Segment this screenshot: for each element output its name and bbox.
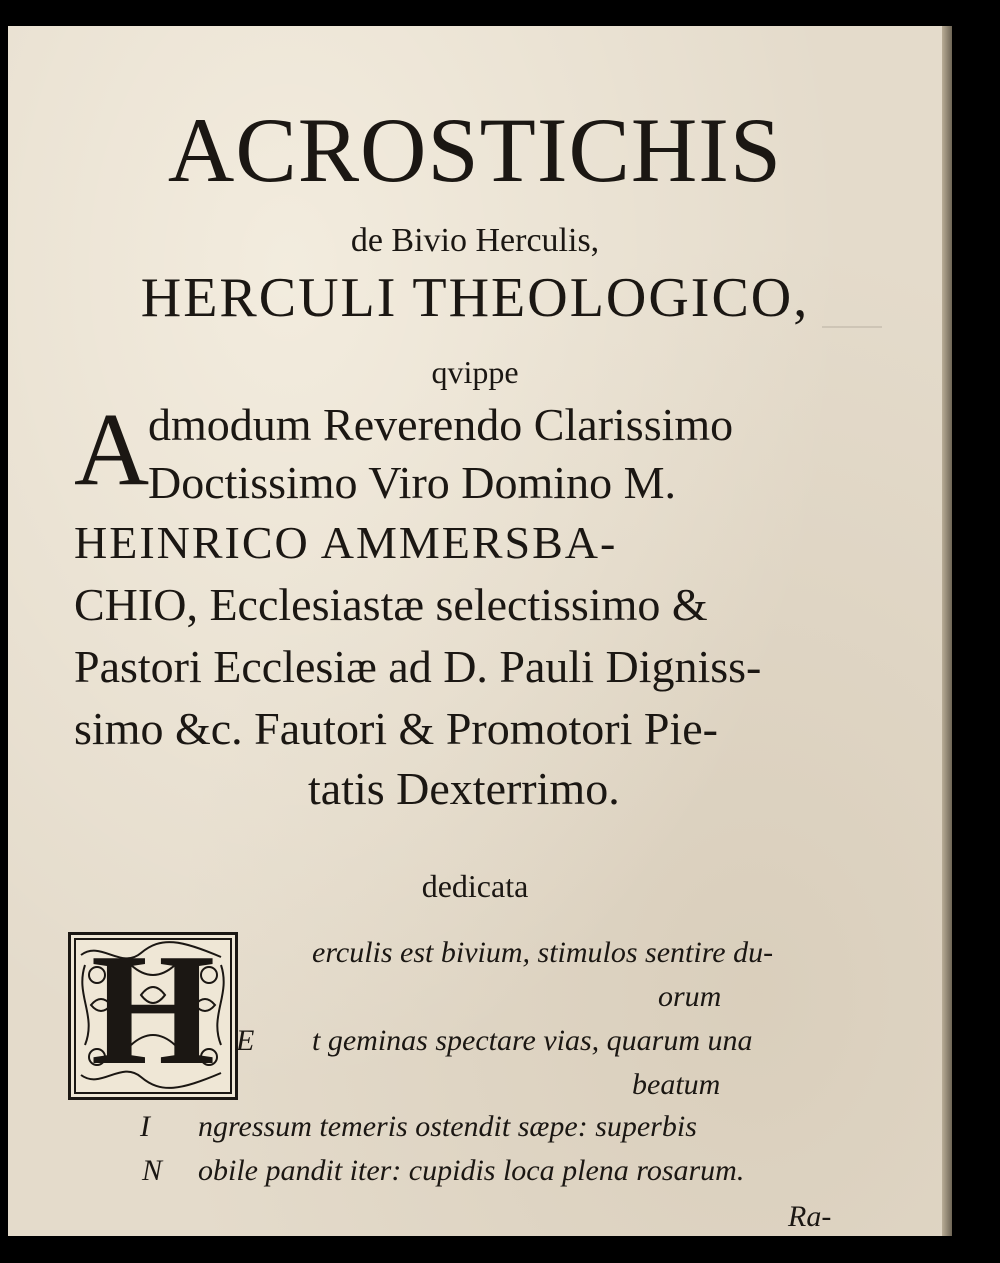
poem-line-2-cont: beatum [632,1068,721,1101]
dedication-line-5: Pastori Ecclesiæ ad D. Pauli Digniss- [74,641,762,692]
book-page [8,26,942,1236]
dedication-line-1: dmodum Reverendo Clarissimo [148,399,734,450]
dedication-line-3: HEINRICO AMMERSBA- [74,517,618,568]
poem-initial-i: I [140,1110,150,1143]
poem-initial-n: N [142,1154,163,1187]
dedication-line-6: simo &c. Fautori & Promotori Pie- [74,703,718,754]
poem-line-1-cont: orum [658,980,722,1013]
dedication-line-7: tatis Dexterrimo. [308,763,620,814]
dedication-line-4: CHIO, Ecclesiastæ selectissimo & [74,579,708,630]
ornamental-initial-h [68,920,238,1100]
ornament-letter: H [90,920,216,1098]
dedicata-word: dedicata [421,868,529,904]
catchword: Ra- [788,1200,832,1233]
qvippe-word: qvippe [431,354,519,390]
page-edge [942,26,952,1236]
dedication-line-2: Doctissimo Viro Domino M. [148,457,676,508]
poem-line-4: obile pandit iter: cupidis loca plena rosarum. [198,1154,745,1187]
subtitle: de Bivio Herculis, [350,222,600,259]
drop-cap-a: A [74,392,150,507]
poem-initial-e: E [236,1024,255,1057]
heading: HERCULI THEOLOGICO, [140,267,810,329]
poem-line-2: t geminas spectare vias, quarum una [312,1024,753,1057]
page-title: ACROSTICHIS [167,99,783,201]
poem-line-1: erculis est bivium, stimulos sentire du- [312,936,774,969]
poem-line-3: ngressum temeris ostendit sæpe: superbis [198,1110,697,1143]
